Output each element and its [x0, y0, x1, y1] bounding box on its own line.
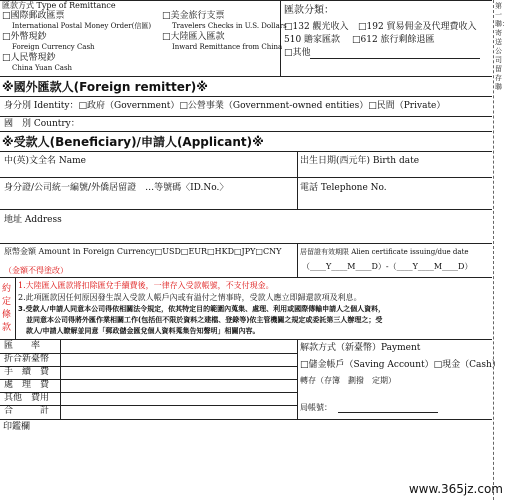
class-510[interactable]: 510 贍家匯款 — [284, 35, 341, 45]
id-number-label: 身分證/公司統一編號/外僑居留證 …等號碼〈ID.No.〉 — [4, 183, 229, 193]
term-3-line-1: 3.受款人/申請人同意本公司得依相關法令規定，依其特定目的範圍內蒐集、處理、利用或國際傳輸申請人之個人資料， — [18, 305, 386, 313]
class-132[interactable]: □132 觀光收入 — [284, 22, 349, 32]
twd-equivalent-label: 折合新臺幣 — [4, 354, 50, 364]
option-travelers-checks-en: Travelers Checks in U.S. Dollars — [172, 22, 287, 30]
exchange-rate-label: 匯 率 — [4, 341, 41, 351]
option-postal-money-order-en: International Postal Money Order(信匯) — [12, 22, 152, 30]
telephone-label: 電話 Telephone No. — [300, 183, 387, 193]
amount-no-alteration-note: （金額不得塗改） — [4, 266, 68, 275]
alien-certificate-dates: （____Y____M____D）-（____Y____M____D） — [302, 262, 473, 271]
site-watermark: www.365jz.com — [408, 482, 503, 496]
option-foreign-cash-en: Foreign Currency Cash — [12, 43, 95, 51]
country-label: 國 別 Country： — [4, 119, 80, 129]
remittance-type-label: 匯款方式 Type of Remittance — [2, 1, 116, 10]
amount-label[interactable]: 原幣金額 Amount in Foreign Currency□USD□EUR□HKD□JPY□CNY — [4, 247, 282, 256]
copy-side-label: 第一聯：寄送公司留存聯 — [495, 2, 509, 91]
option-foreign-cash[interactable]: □外幣現鈔 — [2, 32, 47, 42]
name-field-label: 中(英)文全名 Name — [4, 156, 86, 166]
option-china-yuan-en: China Yuan Cash — [12, 64, 73, 72]
address-label: 地址 Address — [4, 215, 62, 225]
terms-side-label: 約定條款 — [2, 284, 12, 333]
other-fee-label: 其他 費用 — [4, 393, 50, 403]
processing-fee-label: 處 理 費 — [4, 380, 50, 390]
class-192[interactable]: □192 貿易佣金及代理費收入 — [358, 22, 477, 32]
identity-options[interactable]: 身分別 Identity：□政府（Government）□公營事業（Government-owned entities）□民間（Private） — [4, 101, 446, 111]
payment-options[interactable]: □儲金帳戶（Saving Account）□現金（Cash） — [300, 360, 501, 370]
handling-fee-label: 手 續 費 — [4, 367, 50, 377]
term-2: 2.此項匯款因任何原因發生誤入受款人帳戶內或有溢付之情事時，受款人應立即歸還款項及利息。 — [18, 293, 362, 302]
remitter-title: ※國外匯款人(Foreign remitter)※ — [2, 80, 208, 94]
address-row — [0, 210, 492, 244]
option-inward-china-en: Inward Remittance from China — [172, 43, 283, 51]
term-1: 1.大陸匯入匯款將扣除匯兌手續費後，一律存入受款帳號，不支付現金。 — [18, 281, 274, 290]
birth-date-label: 出生日期(西元年) Birth date — [300, 156, 420, 166]
option-china-yuan[interactable]: □人民幣現鈔 — [2, 53, 56, 63]
post-account-label: 局帳號： — [300, 403, 332, 412]
total-label: 合 計 — [4, 406, 50, 416]
class-612[interactable]: □612 旅行剩餘退匯 — [352, 35, 435, 45]
beneficiary-title: ※受款人(Beneficiary)/申請人(Applicant)※ — [2, 135, 264, 149]
classification-title: 匯款分類： — [284, 5, 334, 16]
alien-certificate-label: 居留證有效期限 Alien certificate issuing/due date — [300, 248, 469, 256]
transfer-options[interactable]: 轉存（存簿 劃撥 定期） — [300, 376, 396, 385]
option-inward-china[interactable]: □大陸匯入匯款 — [162, 32, 225, 42]
seal-area-label: 印鑑欄 — [3, 422, 31, 432]
perforation-line — [493, 0, 494, 500]
option-postal-money-order[interactable]: □國際郵政匯票 — [2, 11, 65, 21]
term-3-line-3: 款人/申請人瞭解並同意「郵政儲金匯兌個人資料蒐集告知聲明」相關內容。 — [26, 327, 260, 335]
payment-method-title: 解款方式（新臺幣）Payment — [300, 343, 421, 353]
term-3-line-2: 並同意本公司得將外匯作業相關工作(包括但不限於資料之建檔、登錄等)依主管機關之規定或委託第三人辦理之；受 — [26, 316, 383, 324]
class-other[interactable]: □其他 — [284, 48, 311, 58]
option-travelers-checks[interactable]: □美金旅行支票 — [162, 11, 225, 21]
